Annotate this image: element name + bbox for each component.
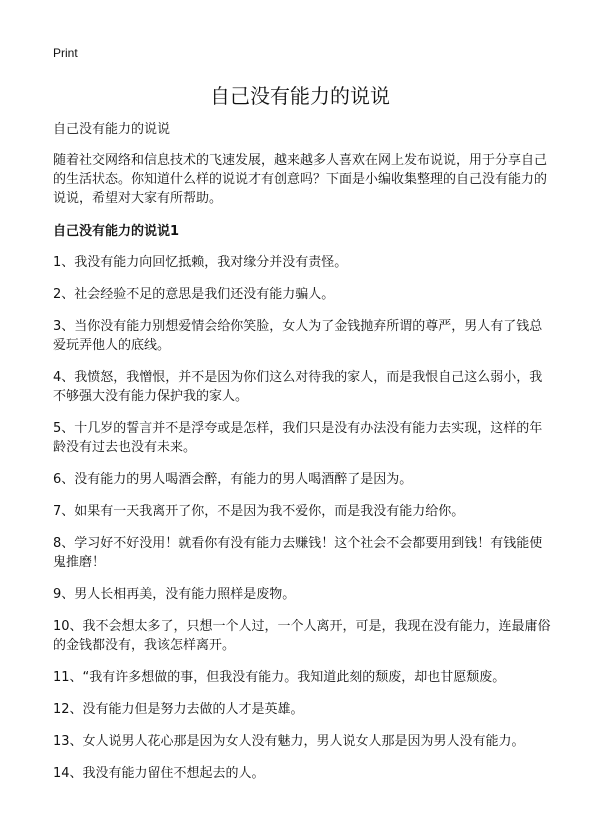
article-body: [53, 120, 553, 796]
list-item: 12、没有能力但是努力去做的人才是英雄。: [53, 702, 304, 717]
intro-paragraph: 随着社交网络和信息技术的飞速发展，越来越多人喜欢在网上发布说说，用于分享自己的生活状态。你知道什么样的说说才有创意吗？下面是小编收集整理的自己没有能力的说说，希望对大家有所帮助。: [53, 153, 548, 206]
list-item: 13、女人说男人花心那是因为女人没有魅力，男人说女人那是因为男人没有能力。: [53, 734, 525, 749]
list-item: 3、当你没有能力别想爱情会给你笑脸，女人为了金钱抛弃所谓的尊严，男人有了钱总爱玩弄他人的底线。: [53, 319, 543, 353]
list-item: 8、学习好不好没用！就看你有没有能力去赚钱！这个社会不会都要用到钱！有钱能使鬼推磨！: [53, 536, 543, 570]
list-item: 9、男人长相再美，没有能力照样是废物。: [53, 587, 296, 602]
list-item: 4、我愤怒，我憎恨，并不是因为你们这么对待我的家人，而是我恨自己这么弱小，我不够强大没有能力保护我的家人。: [53, 370, 543, 404]
list-item: 14、我没有能力留住不想起去的人。: [53, 766, 265, 781]
list-item: 2、社会经验不足的意思是我们还没有能力骗人。: [53, 287, 335, 302]
list-item: 6、没有能力的男人喝酒会醉，有能力的男人喝酒醉了是因为。: [53, 472, 413, 487]
section-heading: 自己没有能力的说说1: [53, 224, 180, 239]
print-link[interactable]: Print: [53, 46, 78, 60]
list-item: 11、“我有许多想做的事，但我没有能力。我知道此刻的颓废，却也甘愿颓废。: [53, 670, 506, 685]
list-item: 7、如果有一天我离开了你，不是因为我不爱你，而是我没有能力给你。: [53, 504, 465, 519]
list-item: 5、十几岁的誓言并不是浮夸或是怎样，我们只是没有办法没有能力去实现，这样的年龄没有过去也没有未来。: [53, 421, 543, 455]
page-title: 自己没有能力的说说: [210, 84, 390, 108]
list-item: 10、我不会想太多了，只想一个人过，一个人离开，可是，我现在没有能力，连最庸俗的金钱都没有，我该怎样离开。: [53, 619, 551, 653]
article-subtitle: 自己没有能力的说说: [53, 122, 171, 137]
list-item: 1、我没有能力向回忆抵赖，我对缘分并没有责怪。: [53, 255, 348, 270]
